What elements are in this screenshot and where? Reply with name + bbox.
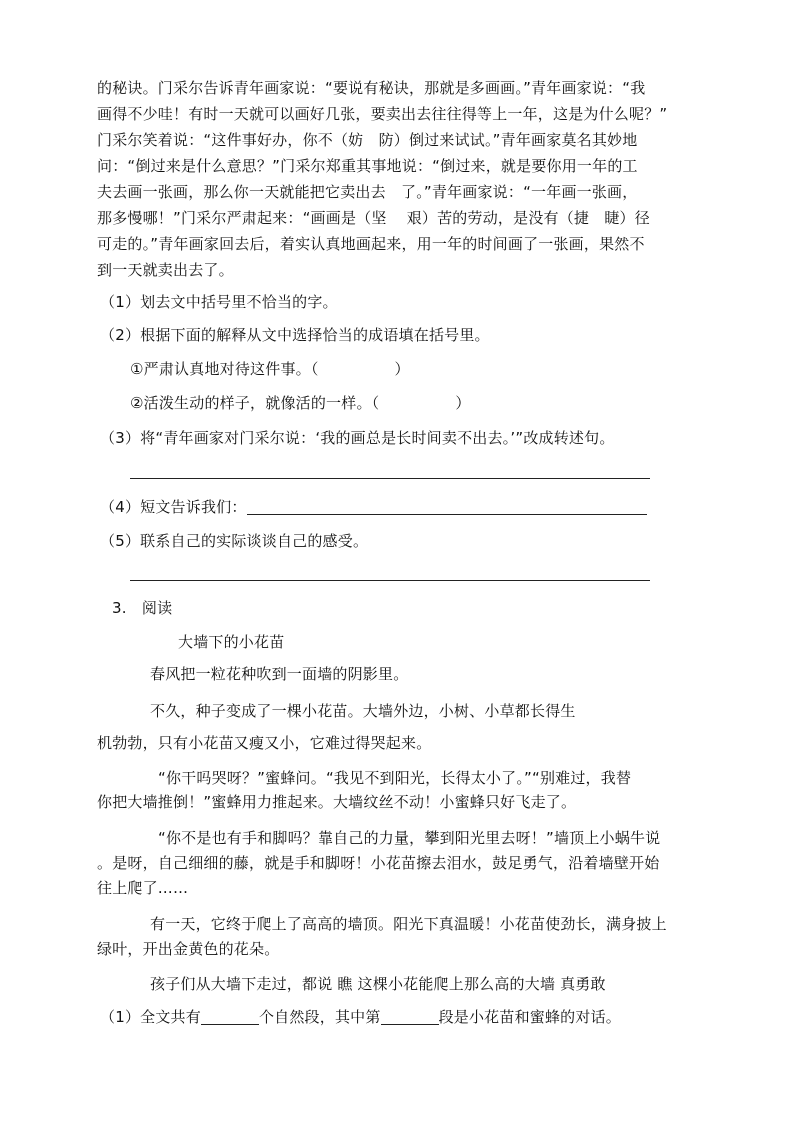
- answer-blank-paragraph-number[interactable]: [381, 1009, 439, 1025]
- story-line: “你干吗哭呀？”蜜蜂问。“我见不到阳光，长得太小了。”“别难过，我替: [158, 769, 632, 787]
- passage-line: 到一天就卖出去了。: [97, 261, 234, 279]
- question-2: （2）根据下面的解释从文中选择恰当的成语填在括号里。: [100, 326, 490, 344]
- story-line: 。是呀，自己细细的藤，就是手和脚呀！小花苗擦去泪水，鼓足勇气，沿着墙壁开始: [97, 854, 660, 872]
- passage-line: 可走的。”青年画家回去后，着实认真地画起来，用一年的时间画了一张画，果然不: [97, 235, 645, 253]
- question-4-label: （4）短文告诉我们：: [100, 498, 247, 516]
- story-question-1-post: 段是小花苗和蜜蜂的对话。: [438, 1008, 621, 1026]
- story-line: “你不是也有手和脚吗？靠自己的力量，攀到阳光里去呀！”墙顶上小蜗牛说: [158, 829, 661, 847]
- passage-line: 夫去画一张画，那么你一天就能把它卖出去 了。”青年画家说：“一年画一张画，: [97, 183, 638, 201]
- story-line: 机勃勃，只有小花苗又瘦又小，它难过得哭起来。: [97, 734, 432, 752]
- section-heading: 3. 阅读: [112, 599, 173, 617]
- passage-line: 问：“倒过来是什么意思？”门采尔郑重其事地说：“倒过来，就是要你用一年的工: [97, 157, 638, 175]
- story-title: 大墙下的小花苗: [178, 633, 285, 651]
- story-line: 孩子们从大墙下走过，都说 瞧 这棵小花能爬上那么高的大墙 真勇敢: [150, 975, 606, 993]
- story-question-1: [100, 1007, 621, 1027]
- story-line: 不久，种子变成了一棵小花苗。大墙外边，小树、小草都长得生: [150, 702, 576, 720]
- story-line: 春风把一粒花种吹到一面墙的阴影里。: [150, 665, 409, 683]
- story-question-1-mid: 个自然段，其中第: [258, 1008, 381, 1026]
- question-1: （1）划去文中括号里不恰当的字。: [100, 293, 338, 311]
- story-line: 有一天，它终于爬上了高高的墙顶。阳光下真温暖！小花苗使劲长，满身披上: [150, 915, 667, 933]
- passage-line: 那多慢哪！”门采尔严肃起来：“画画是（坚 艰）苦的劳动，是没有（捷 睫）径: [97, 209, 650, 227]
- question-3: （3）将“青年画家对门采尔说：‘我的画总是长时间卖不出去。’”改成转述句。: [100, 429, 615, 447]
- question-5: （5）联系自己的实际谈谈自己的感受。: [100, 532, 369, 550]
- question-4: [100, 497, 647, 517]
- answer-line-5[interactable]: [130, 580, 650, 581]
- story-question-1-pre: （1）全文共有: [100, 1008, 201, 1026]
- passage-line: 的秘诀。门采尔告诉青年画家说：“要说有秘诀，那就是多画画。”青年画家说：“我: [97, 79, 646, 97]
- story-line: 往上爬了……: [97, 879, 189, 897]
- passage-line: 门采尔笑着说：“这件事好办，你不（妨 防）倒过来试试。”青年画家莫名其妙地: [97, 131, 638, 149]
- story-line: 你把大墙推倒！”蜜蜂用力推起来。大墙纹丝不动！小蜜蜂只好飞走了。: [97, 793, 577, 811]
- answer-blank-4[interactable]: [247, 499, 647, 515]
- story-line: 绿叶，开出金黄色的花朵。: [97, 940, 280, 958]
- passage-line: 画得不少哇！有时一天就可以画好几张，要卖出去往往得等上一年，这是为什么呢？”: [97, 105, 668, 123]
- answer-blank-paragraph-count[interactable]: [201, 1009, 259, 1025]
- question-2a: ①严肃认真地对待这件事。（ ）: [130, 360, 410, 378]
- question-2b: ②活泼生动的样子，就像活的一样。（ ）: [130, 394, 471, 412]
- answer-line-3[interactable]: [130, 478, 650, 479]
